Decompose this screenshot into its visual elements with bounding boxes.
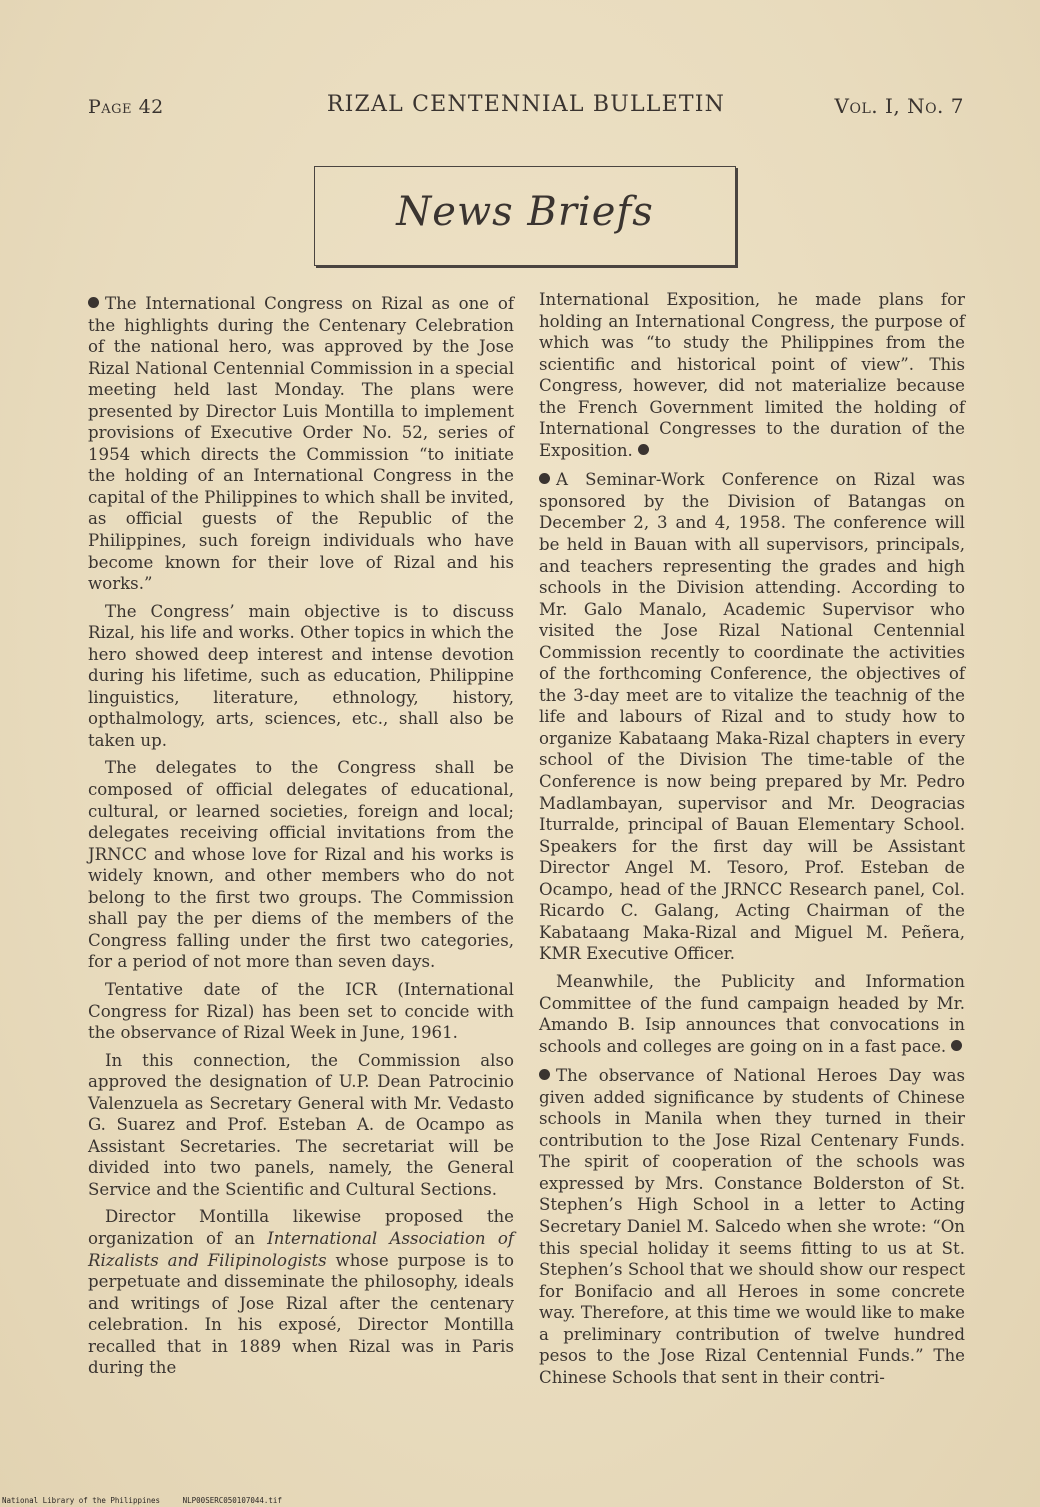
running-header (88, 92, 964, 126)
bullet-icon (88, 297, 99, 308)
publication-title: RIZAL CENTENNIAL BULLETIN (326, 92, 726, 117)
section-title-box (314, 166, 736, 266)
right-column (539, 289, 965, 1394)
article-paragraph (88, 1206, 514, 1378)
scan-footer: National Library of the Philippines NLP00SERC050107044.tif (2, 1496, 282, 1505)
paragraph-text: The International Congress on Rizal as one of the highlights during the Centenary Celebration of the national hero, was approved by the Jose Rizal National Centennial Commission in a special meeting held last Monday. The plans were presented by Director Luis Montilla to implement provisions of Executive Order No. 52, series of 1954 which directs the Commission “to initiate the holding of an International Congress in the capital of the Philippines to which shall be invited, as official guests of the Republic of the Philippines, such foreign individuals who have become known for their love of Rizal and his works.” (88, 294, 514, 594)
volume-number: Vol. I, No. 7 (834, 94, 964, 118)
paragraph-text: The observance of National Heroes Day was given added significance by students of Chinese schools in Manila when they turned in their contribution to the Jose Rizal Centenary Funds. The spirit of cooperation of the schools was expressed by Mrs. Constance Bolderston of St. Stephen’s High School in a letter to Acting Secretary Daniel M. Salcedo when she wrote: “On this special holiday it seems fitting to us at St. Stephen’s School that we should show our respect for Bonifacio and all Heroes in some concrete way. Therefore, at this time we would like to make a preliminary contribution of twelve hundred pesos to the Jose Rizal Centennial Funds.” The Chinese Schools that sent in their contri- (539, 1066, 965, 1387)
bullet-icon (539, 473, 550, 484)
paragraph-text: A Seminar-Work Conference on Rizal was sponsored by the Division of Batangas on December 2, 3 and 4, 1958. The conference will be held in Bauan with all supervisors, principals, and teachers representing the grades and high schools in the Division attending. According to Mr. Galo Manalo, Academic Supervisor who visited the Jose Rizal National Centennial Commission recently to coordinate the activities of the forthcoming Conference, the objectives of the 3-day meet are to vitalize the teachnig of the life and labours of Rizal and to study how to organize Kabataang Maka-Rizal chapters in every school of the Division The time-table of the Conference is now being prepared by Mr. Pedro Madlambayan, supervisor and Mr. Deogracias Iturralde, principal of Bauan Elementary School. Speakers for the first day will be Assistant Director Angel M. Tesoro, Prof. Esteban de Ocampo, head of the JRNCC Research panel, Col. Ricardo C. Galang, Acting Chairman of the Kabataang Maka-Rizal and Miguel M. Peñera, KMR Executive Officer. (539, 470, 965, 964)
article-paragraph: The Congress’ main objective is to discuss Rizal, his life and works. Other topics in which the hero showed deep interest and intense devotion during his lifetime, such as education, Philippine linguistics, literature, ethnology, history, opthalmology, arts, sciences, etc., shall also be taken up. (88, 601, 514, 750)
paragraph-text: Meanwhile, the Publicity and Information Committee of the fund campaign headed by Mr. Amando B. Isip announces that convocations in schools and colleges are going on in a fast pace. (539, 971, 965, 1056)
article-paragraph (539, 1065, 965, 1388)
bullet-icon (539, 1069, 550, 1080)
article-paragraph: Tentative date of the ICR (International Congress for Rizal) has been set to concide with the observance of Rizal Week in June, 1961. (88, 979, 514, 1043)
paragraph-text: whose purpose is to perpetuate and disseminate the philosophy, ideals and writings of Jose Rizal after the centenary celebration. In his exposé, Director Montilla recalled that in 1889 when Rizal was in Paris during the (88, 1250, 514, 1378)
paragraph-text: Director Montilla likewise proposed the organization of an (88, 1207, 514, 1248)
page-number: Page 42 (88, 96, 164, 118)
end-bullet-icon (951, 1040, 962, 1051)
paragraph-text: International Exposition, he made plans for holding an International Congress, the purpose of which was “to study the Philippines from the scientific and historical point of view”. This Congress, however, did not materialize because the French Government limited the holding of International Congresses to the duration of the Exposition. (539, 290, 965, 460)
article-paragraph (539, 971, 965, 1057)
end-bullet-icon (638, 444, 649, 455)
article-paragraph: The delegates to the Congress shall be composed of official delegates of educational, cultural, or learned societies, foreign and local; delegates receiving official invitations from the JRNCC and whose love for Rizal and his works is widely known, and other members who do not belong to the first two groups. The Commission shall pay the per diems of the members of the Congress falling under the first two categories, for a period of not more than seven days. (88, 758, 514, 972)
section-title: News Briefs (396, 189, 654, 235)
left-column (88, 293, 514, 1385)
article-paragraph: In this connection, the Commission also approved the designation of U.P. Dean Patrocinio Valenzuela as Secretary General with Mr. Vedasto G. Suarez and Prof. Esteban A. de Ocampo as Assistant Secretaries. The secretariat will be divided into two panels, namely, the General Service and the Scientific and Cultural Sections. (88, 1050, 514, 1199)
article-paragraph (539, 289, 965, 461)
association-name: International Association of Rizalists and Filipinologists (88, 1228, 514, 1270)
article-paragraph (539, 469, 965, 965)
article-paragraph (88, 293, 514, 595)
